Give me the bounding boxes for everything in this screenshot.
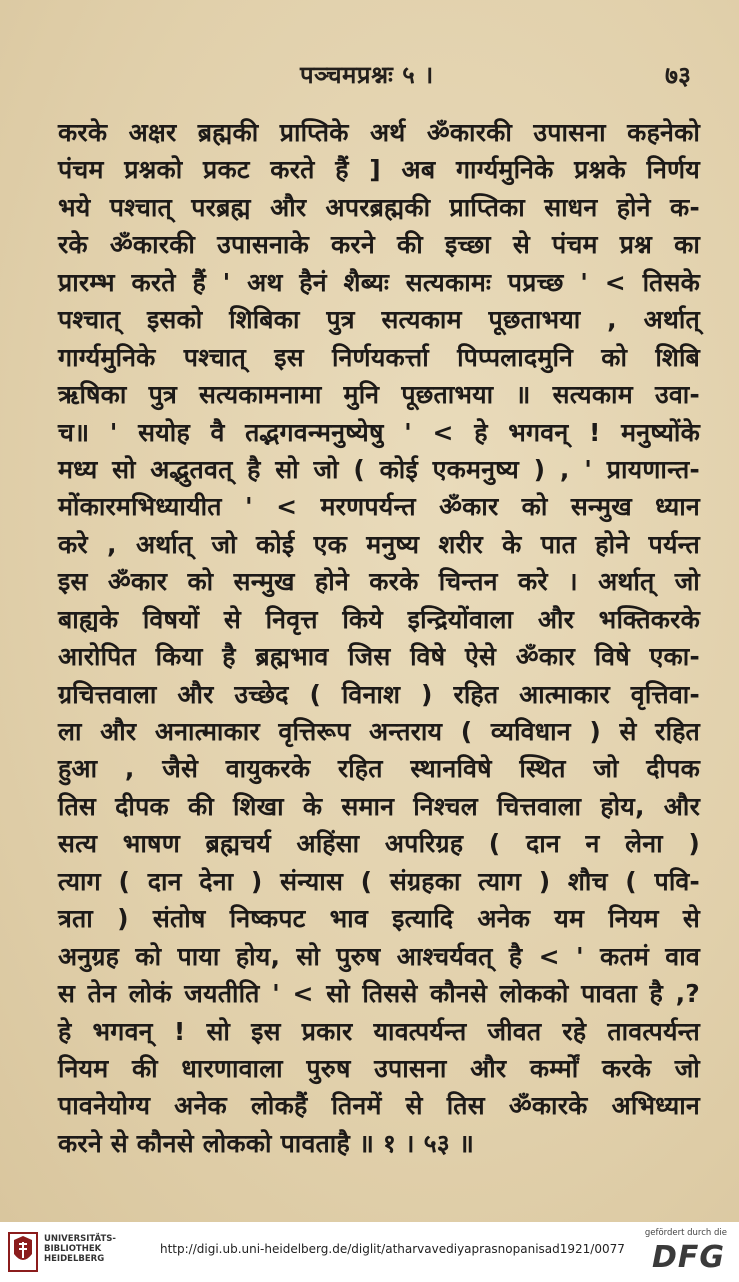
text-line: स तेन लोकं जयतीति ' < सो तिससे कौनसे लोकको पावता है ,? [58,979,700,1009]
text-line: प्रारम्भ करते हैं ' अथ हैनं शैब्यः सत्यकामः पप्रच्छ ' < तिसके [58,267,700,297]
permalink-url[interactable]: http://digi.ub.uni-heidelberg.de/diglit/atharvavediyaprasnopanisad1921/0077 [160,1242,625,1256]
dfg-logo[interactable]: DFG [651,1240,725,1275]
funding-caption: gefördert durch die [644,1228,727,1238]
text-line: ऋषिका पुत्र सत्यकामनामा मुनि पूछताभया ॥ सत्यकाम उवा- [58,380,700,410]
text-line: इस ॐकार को सन्मुख होने करके चिन्तन करे । अर्थात् जो [58,567,700,597]
text-line: त्रता ) संतोष निष्कपट भाव इत्यादि अनेक यम नियम से [58,904,700,934]
text-line: पावनेयोग्य अनेक लोकहैं तिनमें से तिस ॐकारके अभिध्यान [58,1091,700,1121]
page-header [0,58,739,94]
text-line: ला और अनात्माकार वृत्तिरूप अन्तराय ( व्यविधान ) से रहित [58,717,700,746]
text-line: मोंकारमभिध्यायीत ' < मरणपर्यन्त ॐकार को सन्मुख ध्यान [58,492,700,522]
text-line: मध्य सो अद्भुतवत् है सो जो ( कोई एकमनुष्य ) , ' प्रायणान्त- [58,454,700,484]
text-line: त्याग ( दान देना ) संन्यास ( संग्रहका त्याग ) शौच ( पवि- [58,866,700,896]
text-line: पंचम प्रश्नको प्रकट करते हैं ] अब गार्ग्यमुनिके प्रश्नके निर्णय [58,155,700,185]
page-number: ७३ [664,61,691,90]
text-line: नियम की धारणावाला पुरुष उपासना और कर्म्मों करके जो [58,1053,700,1083]
text-line: भये पश्चात् परब्रह्म और अपरब्रह्मकी प्राप्तिका साधन होने क- [58,192,700,222]
text-line: करने से कौनसे लोकको पावताहै ॥ १ । ५३ ॥ [58,1128,475,1158]
text-line: बाह्यके विषयों से निवृत्त किये इन्द्रियोंवाला और भक्तिकरके [58,604,700,634]
text-line: हे भगवन् ! सो इस प्रकार यावत्पर्यन्त जीवत रहे तावत्पर्यन्त [58,1016,700,1046]
text-line: तिस दीपक की शिखा के समान निश्चल चित्तवाला होय, और [58,791,700,821]
text-line: पश्चात् इसको शिबिका पुत्र सत्यकाम पूछताभया , अर्थात् [58,305,700,335]
text-line: करके अक्षर ब्रह्मकी प्राप्तिके अर्थ ॐकारकी उपासना कहनेको [58,118,700,147]
text-line: हुआ , जैसे वायुकरके रहित स्थानविषे स्थित जो दीपक [58,754,700,784]
text-line: रके ॐकारकी उपासनाके करने की इच्छा से पंचम प्रश्न का [58,230,700,260]
text-line: गार्ग्यमुनिके पश्चात् इस निर्णयकर्त्ता पिप्पलादमुनि को शिबि [58,342,700,372]
text-line: आरोपित किया है ब्रह्मभाव जिस विषे ऐसे ॐकार विषे एका- [58,642,700,672]
text-line: करे , अर्थात् जो कोई एक मनुष्य शरीर के पात होने पर्यन्त [58,529,700,559]
library-name[interactable]: UNIVERSITÄTS- BIBLIOTHEK HEIDELBERG [44,1234,116,1264]
text-line: ग्रचित्तवाला और उच्छेद ( विनाश ) रहित आत्माकार वृत्तिवा- [58,679,700,709]
text-line: अनुग्रह को पाया होय, सो पुरुष आश्चर्यवत् है < ' कतमं वाव [58,941,700,971]
running-title: पञ्चमप्रश्नः ५ । [300,61,434,89]
university-seal-icon [8,1232,38,1272]
text-line: च॥ ' सयोह वै तद्भगवन्मनुष्येषु ' < हे भगवन् ! मनुष्योंके [58,417,700,447]
body-text [58,114,700,1162]
viewer-footer [0,1222,739,1282]
text-line: सत्य भाषण ब्रह्मचर्य अहिंसा अपरिग्रह ( दान न लेना ) [58,829,700,859]
